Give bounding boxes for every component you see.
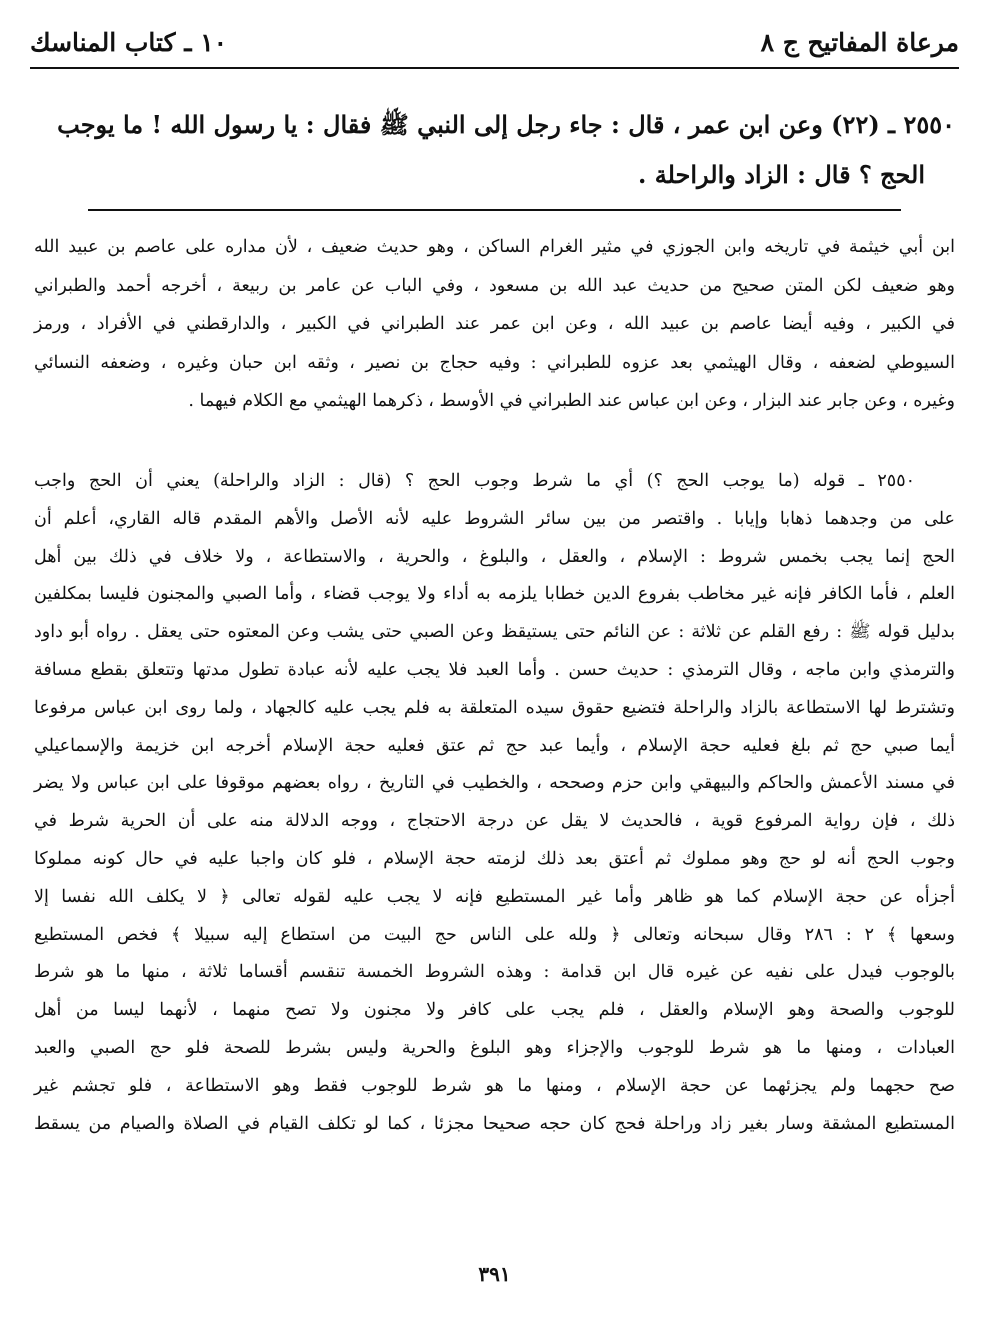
commentary-line: الحج إنما يجب بخمس شروط : الإسلام ، والعقل ، والبلوغ ، والحرية ، والاستطاعة ، ولا خلاف في ذلك بين أهل [34, 546, 955, 567]
commentary-line: بدليل قوله ﷺ : رفع القلم عن ثلاثة : عن النائم حتى يستيقظ وعن الصبي حتى يشب وعن المعتوه حتى يعقل . رواه أبو داود [34, 622, 955, 643]
commentary-line: العبادات ، ومنها ما هو شرط للوجوب والإجزاء وهو البلوغ والحرية وليس بشرط للصحة فلو حج الصبي والعبد [34, 1037, 955, 1058]
commentary-line: ذلك ، فإن رواية المرفوع قوية ، فالحديث لا يقل عن درجة الاحتجاج ، ووجه الدلالة منه على أن الحرية شرط في [34, 811, 955, 832]
commentary-line: بالوجوب فيدل على نفيه عن غيره قال ابن قدامة : وهذه الشروط الخمسة تنقسم أقساما ثلاثة ، منها ما هو شرط [34, 962, 955, 983]
book-title: مرعاة المفاتيح ج ٨ [760, 28, 959, 57]
footnote-line: ابن أبي خيثمة في تاريخه وابن الجوزي في مثير الغرام الساكن ، وهو حديث ضعيف ، لأن مداره على عاصم بن عبيد الله [34, 237, 955, 257]
commentary-line: العلم ، فأما الكافر فإنه غير مخاطب بفروع الدين خطابا يلزمه به أداء ولا يوجب قضاء ، وأما الصبي والمجنون فليسا بمكلفين [34, 584, 955, 605]
page-number: ٣٩١ [478, 1262, 511, 1286]
commentary-line: أجزأه عن حجة الإسلام كما هو ظاهر وأما غير المستطيع فإنه لا يجب عليه لقوله تعالى ﴿ لا يكلف الله نفسا إلا [34, 886, 955, 907]
footnote-block [34, 228, 955, 421]
commentary-line: في مسند الأعمش والحاكم والبيهقي وابن حزم وصححه ، والخطيب في التاريخ ، رواه بعضهم موقوفا على ابن عباس ولا يضر [34, 773, 955, 794]
commentary-line: أيما صبي حج ثم بلغ فعليه حجة الإسلام ، وأيما عبد حج ثم عتق فعليه حجة الإسلام أخرجه ابن خزيمة والإسماعيلي [34, 735, 955, 756]
commentary-line: وجوب الحج أنه لو حج وهو مملوك ثم أعتق بعد ذلك لزمته حجة الإسلام ، فلو كان واجبا عليه في حال كونه مملوكا [34, 848, 955, 869]
hadith-line: ٢٥٥٠ ـ (٢٢) وعن ابن عمر ، قال : جاء رجل إلى النبي ﷺ فقال : يا رسول الله ! ما يوجب [57, 110, 955, 139]
footnote-line: السيوطي لضعفه ، وقال الهيثمي بعد عزوه للطبراني : وفيه حجاج بن نصير ، وثقه ابن حبان وغيره ، وضعفه النسائي [34, 352, 955, 373]
commentary-block [34, 463, 955, 1143]
header-rule [30, 67, 959, 69]
hadith-line: الحج ؟ قال : الزاد والراحلة . [638, 160, 925, 189]
commentary-line: على من وجدهما ذهابا وإيابا . واقتصر من بين سائر الشروط عليه لأنه الأصل والأهم المقدم قاله القاري، أعلم أن [34, 508, 955, 529]
commentary-line: ٢٥٥٠ ـ قوله (ما يوجب الحج ؟) أي ما شرط وجوب الحج ؟ (قال : الزاد والراحلة) يعني أن الحج واجب [34, 471, 915, 491]
chapter-title: ١٠ ـ كتاب المناسك [30, 28, 228, 57]
hadith-text [34, 100, 955, 200]
commentary-line: وسعها ﴾ ٢ : ٢٨٦ وقال سبحانه وتعالى ﴿ ولله على الناس حج البيت من استطاع إليه سبيلا ﴾ فخص المستطيع [34, 924, 955, 945]
commentary-line: والترمذي وابن ماجه ، وقال الترمذي : حديث حسن . وأما العبد فلا يجب عليه لأنه عبادة تطول مدتها وتتعلق بقطع مسافة [34, 659, 955, 680]
section-divider [88, 209, 901, 211]
commentary-line: للوجوب والصحة وهو الإسلام والعقل ، فلم يجب على كافر ولا مجنون ولا تصح منهما ، لأنهما ليسا من أهل [34, 1000, 955, 1021]
footnote-line: وغيره ، وعن جابر عند البزار ، وعن ابن عباس عند الطبراني في الأوسط ، ذكرهما الهيثمي مع الكلام فيهما . [188, 391, 955, 412]
commentary-line: وتشترط لها الاستطاعة بالزاد والراحلة فتضيع حقوق سيده المتعلقة به فلم يجب عليه كالجهاد ، ولما روى ابن عباس مرفوعا [34, 697, 955, 718]
commentary-line: صح حجهما ولم يجزئهما عن حجة الإسلام ، ومنها ما هو شرط للوجوب فقط وهو الاستطاعة ، فلو تجشم غير [34, 1075, 955, 1096]
commentary-line: المستطيع المشقة وسار بغير زاد وراحلة فحج كان حجه صحيحا مجزئا ، كما لو تكلف القيام في الصلاة والصيام من يسقط [34, 1113, 955, 1134]
footnote-line: في الكبير ، وفيه أيضا عاصم بن عبيد الله ، وعن ابن عمر عند الطبراني في الكبير ، والدارقطني في الأفراد ، ورمز [34, 314, 955, 335]
footnote-line: وهو ضعيف لكن المتن صحيح من حديث عبد الله بن مسعود ، وفي الباب عن عامر بن ربيعة ، أخرجه أحمد والطبراني [34, 275, 955, 296]
running-header [30, 22, 959, 72]
